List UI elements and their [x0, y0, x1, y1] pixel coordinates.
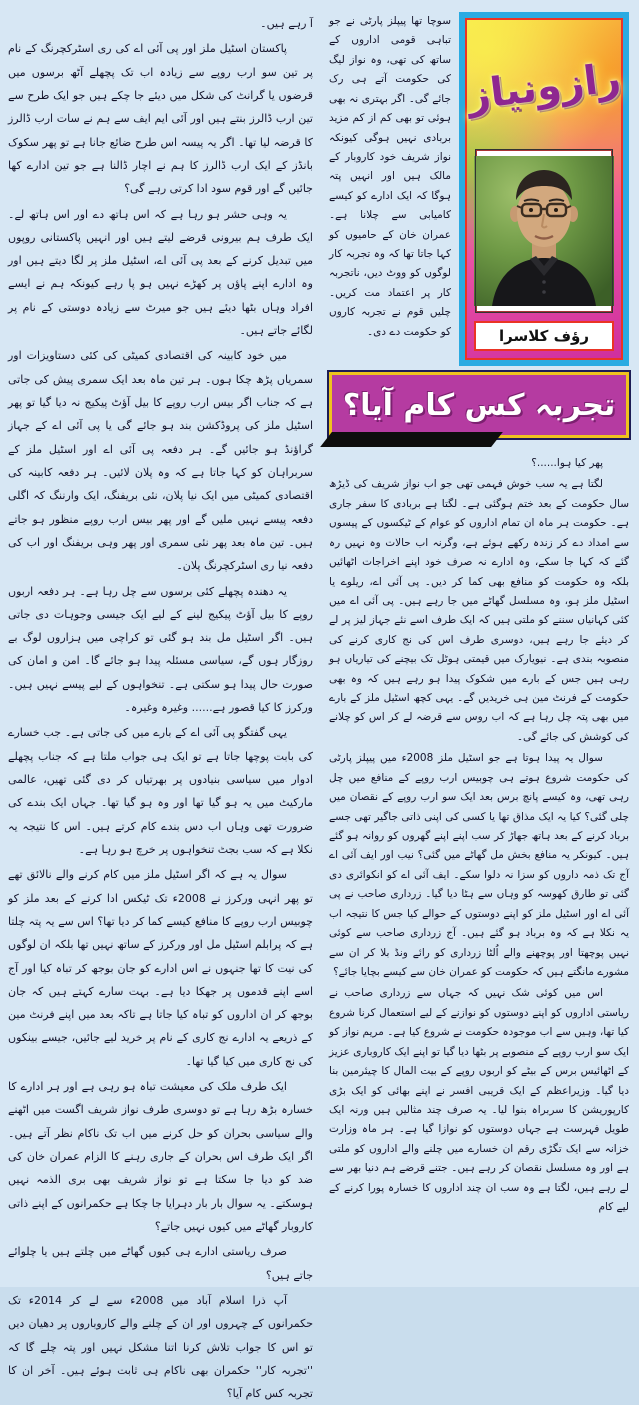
top-section	[329, 12, 629, 345]
masthead-background	[465, 18, 623, 360]
article-paragraph: یہی گفتگو پی آئی اے کے بارے میں کی جاتی ہے۔ جب خسارے کی بابت پوچھا جاتا ہے تو ایک ہی جواب ملتا ہے کہ جناب پچھلے ادوار میں سیاسی بنیادوں پر بھرتیاں کر دی گئی تھیں، عالمی مارکیٹ میں یہ ہو گیا تھا اور وہ ہو گیا تھا۔ جہاں ایک بندے کی ضرورت تھی وہاں اب دس بندے کام کرتے ہیں۔ اس کا نتیجہ یہ نکلا ہے کہ سب بجٹ تنخواہوں پر خرچ ہو رہا ہے۔	[8, 726, 313, 856]
article-paragraph: میں خود کابینہ کی اقتصادی کمیٹی کی کئی دستاویزات اور سمریاں پڑھ چکا ہوں۔ ہر تین ماہ بعد ایک سمری پیش کی جاتی ہے کہ جناب اگر بیس ارب روپے کا بیل آؤٹ پیکیج نہ دیا گیا تو پھر اسٹیل ملز کی پروڈکشن بند ہو جائے گی یا پی آئی اے کے جہاز گراؤنڈ ہو جائیں گے۔ ہر دفعہ پی آئی اے اور اسٹیل ملز کے سربراہان کو کہا جاتا ہے کہ وہ پلان لائیں۔ ہر دفعہ کابینہ کی اقتصادی کمیٹی میں ایک نیا پلان، نئی بریفنگ، ایک وارننگ کہ اگلی دفعہ پیسے نہیں ملیں گے اور پھر بیس ارب روپے منظور ہو جاتے ہیں۔ تین ماہ بعد پھر نئی سمری اور پھر وہی بریفنگ اور اب کی دفعہ نیا ری اسٹرکچرنگ پلان۔	[8, 349, 313, 573]
left-column	[8, 10, 313, 1401]
article-paragraph: سوال یہ پیدا ہوتا ہے جو اسٹیل ملز 2008ء میں پیپلز پارٹی کی حکومت شروع ہوتے ہی چوبیس ارب روپے کے منافع میں چل رہی تھی، وہ کیسے پانچ برس بعد ایک سو ارب روپے کے نقصان میں چلی گئی؟ کیا یہ ایک مذاق تھا یا کسی کی اپنی ذاتی جاگیر تھی جسے برباد کرنے کے بعد ہاتھ جھاڑ کر سب اپنے اپنے گھروں کو روانہ ہو گئے ہیں۔ کیونکر یہ منافع بخش مل گھاٹے میں گئی؟ نیب اور ایف آئی اے آج تک ذمہ داروں کو سزا نہ دلوا سکے۔ ایف آئی اے کو انکوائری دی گئی تو طارق کھوسہ کو وہاں سے ہٹا دیا گیا۔ زرداری صاحب نے پی آئی اے اور اسٹیل ملز کو اپنے دوستوں کے حوالے کیا جس کا نتیجہ اب یہ نکلا ہے کہ وہ برباد ہو گئے ہیں۔ آج زرداری صاحب سے کوئی نہیں پوچھتا اور پوچھنے والے اُلٹا زرداری کو رائے ونڈ بلا کر ان سے مشورے مانگتے ہیں کہ حکومت کو عمران خان سے کیسے بچایا جائے؟	[329, 752, 629, 978]
article-paragraph: صرف ریاستی ادارے ہی کیوں گھاٹے میں چلتے ہیں یا چلوائے جاتے ہیں؟	[8, 1245, 313, 1282]
article-columns	[8, 10, 629, 1401]
article-paragraph: پھر کیا ہوا......؟	[531, 457, 603, 469]
author-photo-frame	[476, 150, 612, 312]
headline-text: تجربہ کس کام آیا؟	[342, 387, 616, 423]
article-intro-paragraph: سوچا تھا پیپلز پارٹی نے جو تباہی قومی اداروں کے ساتھ کی تھی، وہ نواز لیگ کی حکومت آتے ہی رک جائے گی۔ اگر بہتری نہ بھی ہوئی تو بھی کم از کم مزید بربادی نہیں ہوگی کیونکہ نواز شریف خود کاروبار کے مالک ہیں اور انہیں پتہ ہوگا کہ ایک ادارے کو کیسے کامیابی سے چلانا ہے۔ عمران خان کے حامیوں کو کہا جاتا تھا کہ وہ تجربہ کار لوگوں کو ووٹ دیں، ناتجربہ کار پر اعتماد مت کریں۔ چلیں قوم نے تجربہ کاروں کو حکومت دے دی۔	[329, 15, 451, 338]
publication-logo: رازونیاز	[464, 54, 624, 120]
article-paragraph: آپ ذرا اسلام آباد میں 2008ء سے لے کر 2014ء تک حکمرانوں کے چہروں اور ان کے چلنے والے کاروباروں پر دھیان دیں تو اس کا جواب تلاش کرنا اتنا مشکل نہیں اور پتہ چلے گا کہ ''تجربہ کار'' حکمران بھی ناکام ہی ثابت ہوئے ہیں۔ آخر ان کا تجربہ کس کام آیا؟	[8, 1293, 313, 1401]
article-paragraph: ایک طرف ملک کی معیشت تباہ ہو رہی ہے اور ہر ادارے کا خسارہ بڑھ رہا ہے تو دوسری طرف نواز شریف اگست میں اٹھنے والے سیاسی بحران کو حل کرنے میں اب تک ناکام نظر آتے ہیں۔ اگر ایک طرف اس بحران کے جاری رہنے کا الزام عمران خان کی ضد کو دیا جا سکتا ہے تو نواز شریف بھی بری الذمہ نہیں ہوسکتے۔ یہ سوال بار بار دہرایا جا چکا ہے حکمرانوں کے اپنے ذاتی کاروبار گھاٹے میں کیوں نہیں جاتے؟	[8, 1080, 313, 1233]
article-paragraph: لگتا ہے یہ سب خوش فہمی تھی جو اب نواز شریف کی ڈیڑھ سال حکومت کے بعد ختم ہوگئی ہے۔ لگتا ہے بربادی کا سفر جاری ہے۔ حکومت ہر ماہ ان تمام اداروں کو عوام کے ٹیکسوں کے پیسوں سے امداد دے کر زندہ رکھے ہوئے ہے، وگرنہ اب حالات وہ نہیں رہ گئے کہ کہا جا سکے، وہ ادارے نہ صرف خود اپنے اخراجات اٹھائیں بلکہ وہ حکومت کو منافع بھی کما کر دیں۔ پی آئی اے، ریلوے یا اسٹیل ملز ہو، وہ مسلسل گھاٹے میں جا رہے ہیں۔ پی آئی اے میں کئی کہانیاں سننے کو ملتی ہیں کہ ایک طرف اسے نئے جہاز لیز پر لے کر دیئے جا رہے ہیں، دوسری طرف اس کی نج کاری کرنے کی منصوبہ بندی ہے۔ نیویارک میں قیمتی ہوٹل تک بیچنے کی تیاریاں ہو رہی ہیں جس کے بارے میں شکوک پیدا ہو رہے ہیں کہ وہ بھی حکومت کے فرنٹ مین ہی خریدیں گے۔ یہی کچھ اسٹیل ملز کے بارے میں بھی پتہ چل رہا ہے کہ اب روس سے قرضہ لے کر اس کو چلانے کی کوشش کی جائے گی۔	[329, 478, 629, 743]
headline-banner	[329, 372, 629, 438]
author-photo-icon	[482, 156, 606, 306]
article-paragraph: اس میں کوئی شک نہیں کہ جہاں سے زرداری صاحب نے ریاستی اداروں کو اپنے دوستوں کو نوازنے کے لیے استعمال کرنا شروع کیا تھا، وہیں سے اب موجودہ حکومت نے شروع کیا ہے۔ مریم نواز کو ایک سو ارب روپے کے منصوبے پر بٹھا دیا گیا تو اپنے ایک کاروباری عزیز کے اٹھائیس برس کے بیٹے کو اربوں روپے کے بیت المال کا چیئرمین بنا دیا گیا۔ وزیراعظم کے ایک قریبی افسر نے اپنے بھائی کو ایک بڑی کارپوریشن کا سربراہ بنوا لیا۔ یہ صرف چند مثالیں ہیں ورنہ ایک طویل فہرست ہے جہاں دوستوں کو نوازا گیا ہے۔ ہر ماہ وزارت خزانہ سے ایک تگڑی رقم ان خسارے میں چلنے والے اداروں کو ملتی ہے اور وہ مسلسل نقصان کر رہے ہیں۔ جتنے قرضے ہم دنیا بھر سے لے رہے ہیں، لگتا ہے وہ سب ان چند اداروں کا خسارہ پورا کرنے کے لیے کام	[329, 987, 629, 1214]
author-name: رؤف کلاسرا	[474, 321, 614, 351]
article-paragraph: یہ وہی حشر ہو رہا ہے کہ اس ہاتھ دے اور اس ہاتھ لے۔ ایک طرف ہم بیرونی قرضے لیتے ہیں اور انہیں پاکستانی روپوں میں تبدیل کرنے کے بعد پی آئی اے، اسٹیل ملز پر لگا دیتے ہیں اور وہ ادارے اپنے پاؤں پر کھڑے نہیں ہو پا رہے کیونکہ ہم نے ایسے افراد وہاں بٹھا دیئے ہیں جو میرٹ سے زیادہ دوستی کے نام پر لگائے جاتے ہیں۔	[8, 207, 313, 338]
article-paragraph: یہ دھندہ پچھلے کئی برسوں سے چل رہا ہے۔ ہر دفعہ اربوں روپے کا بیل آؤٹ پیکیج لینے کے لیے ایک جیسی وجوہات دی جاتی ہیں۔ اگر اسٹیل مل بند ہو گئی تو کراچی میں ہزاروں لوگ بے روزگار ہوں گے، سیاسی مسئلہ پیدا ہو جائے گا۔ امن و امان کی صورت حال پیدا ہو سکتی ہے۔ تنخواہوں کے لیے پیسے نہیں ہیں۔ ورکرز کا کیا قصور ہے...... وغیرہ وغیرہ۔	[8, 584, 313, 715]
article-paragraph: سوال یہ ہے کہ اگر اسٹیل ملز میں کام کرنے والے نالائق تھے تو پھر انہی ورکرز نے 2008ء تک ٹیکس ادا کرنے کے بعد ملز کو چوبیس ارب روپے کا منافع کیسے کما کر دیا تھا؟ اس سے یہ پتہ چلتا ہے کہ پرابلم اسٹیل مل اور ورکرز کے ساتھ نہیں تھا بلکہ ان لوگوں کی نیت کا تھا جنہوں نے اس ادارے کو جان بوجھ کر تباہ کیا اور آج اسے اپنے قدموں پر جھکا دیا ہے۔ بہت سارے کہتے ہیں کہ جان بوجھ کر ان اداروں کو تباہ کیا جاتا ہے تاکہ بعد میں اپنے فرنٹ مین کے ذریعے یہ ادارے نج کاری کے نام پر خرید لیے جائیں، جیسے بینکوں کی نج کاری میں کیا گیا تھا۔	[8, 868, 313, 1068]
masthead	[459, 12, 629, 366]
article-paragraph: پاکستان اسٹیل ملز اور پی آئی اے کی ری اسٹرکچرنگ کے نام پر تین سو ارب روپے سے زیادہ اب تک پچھلے آٹھ برسوں میں قرضوں یا گرانٹ کی شکل میں دیئے جا چکے ہیں جو ایک طرح سے تین ارب ڈالرز بنتے ہیں اور آئی ایم ایف سے ہم نے سات ارب ڈالرز کا قرضہ لیا تھا۔ اگر یہ پیسہ اس طرح ضائع جانا ہے تو پھر سکوک بانڈز کے ایک ارب ڈالرز کا ہم نے اچار ڈالنا ہے جو تین ادارے کھا جائیں گے اور قوم سود ادا کرتی رہے گی؟	[8, 42, 313, 196]
right-column	[329, 10, 629, 1281]
article-paragraph: آ رہے ہیں۔	[260, 17, 313, 30]
